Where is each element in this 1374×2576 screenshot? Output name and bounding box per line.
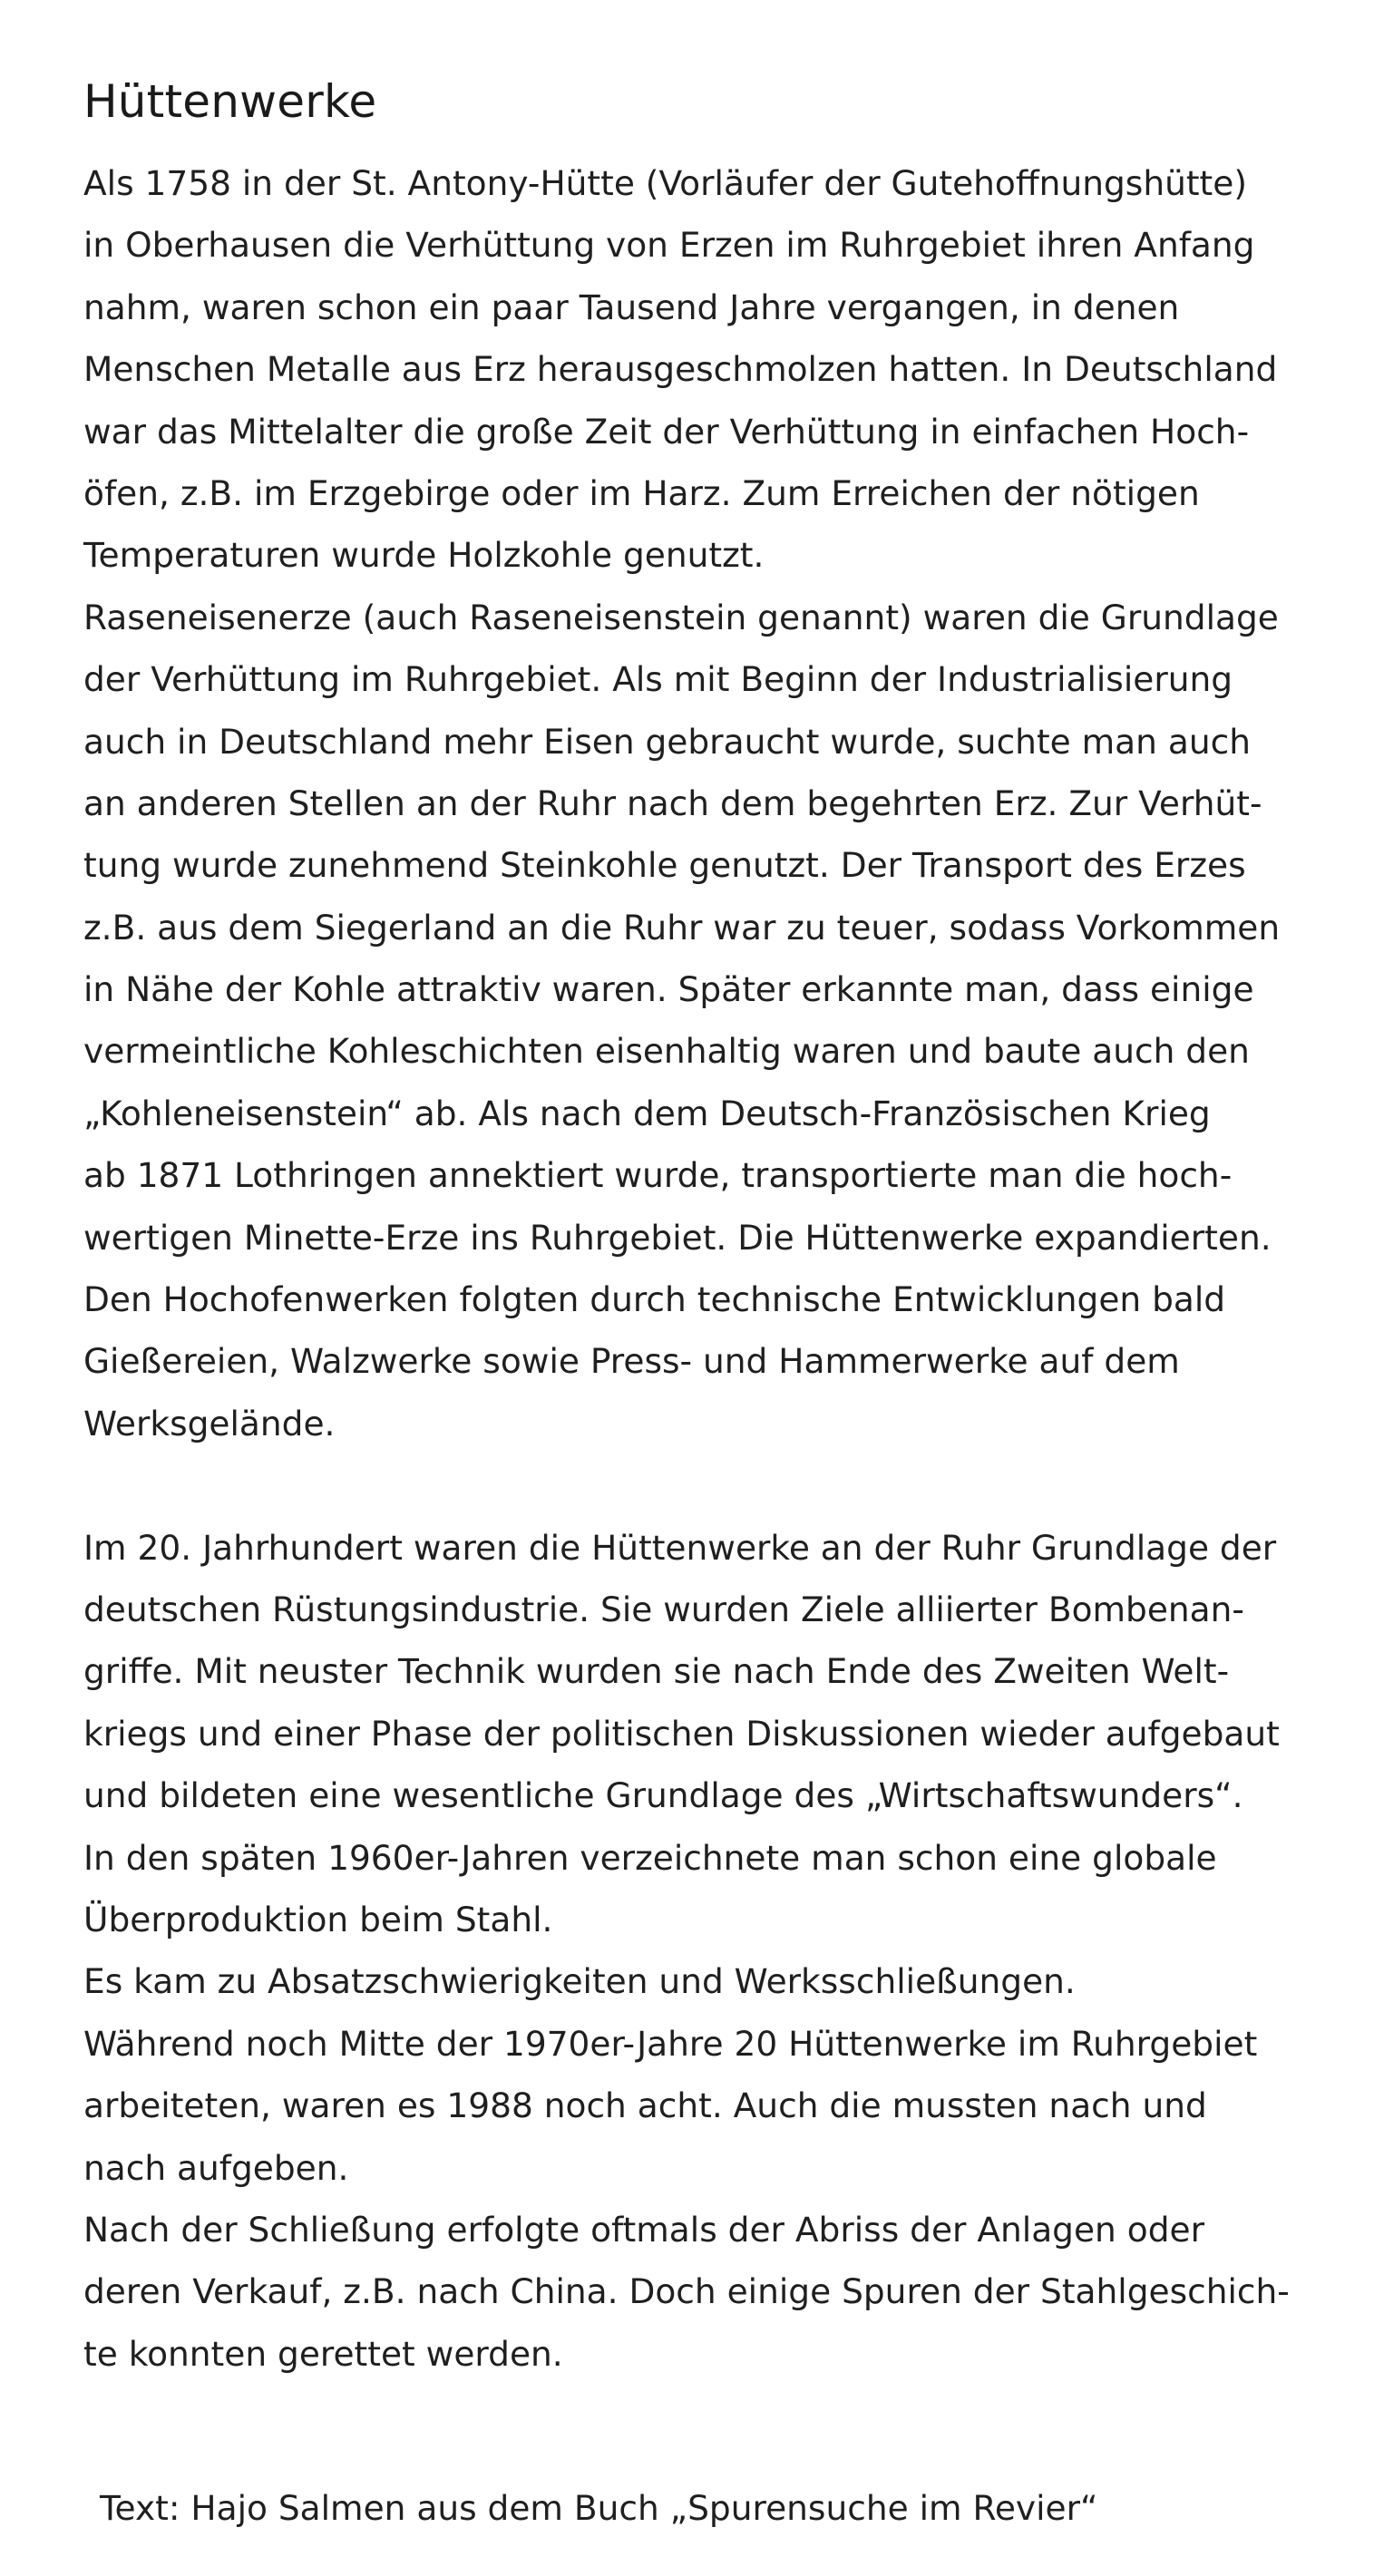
text-line: Als 1758 in der St. Antony-Hütte (Vorläufer der Gutehoffnungshütte): [83, 163, 1247, 203]
text-line: tung wurde zunehmend Steinkohle genutzt. Der Transport des Erzes: [83, 845, 1246, 886]
text-line: Raseneisenerze (auch Raseneisenstein genannt) waren die Grundlage: [83, 597, 1279, 637]
text-line: Während noch Mitte der 1970er-Jahre 20 Hüttenwerke im Ruhrgebiet: [83, 2023, 1258, 2064]
text-line: nahm, waren schon ein paar Tausend Jahre vergangen, in denen: [83, 287, 1180, 327]
text-line: griffe. Mit neuster Technik wurden sie nach Ende des Zweiten Welt-: [83, 1651, 1230, 1692]
text-line: der Verhüttung im Ruhrgebiet. Als mit Beginn der Industrialisierung: [83, 659, 1233, 700]
text-line: Gießereien, Walzwerke sowie Press- und Hammerwerke auf dem: [83, 1341, 1180, 1382]
text-line: Im 20. Jahrhundert waren die Hüttenwerke an der Ruhr Grundlage der: [83, 1527, 1277, 1568]
text-line: in Oberhausen die Verhüttung von Erzen im Ruhrgebiet ihren Anfang: [83, 225, 1255, 266]
page-title: Hüttenwerke: [83, 75, 377, 128]
text-line: an anderen Stellen an der Ruhr nach dem begehrten Erz. Zur Verhüt-: [83, 783, 1262, 823]
text-line: Menschen Metalle aus Erz herausgeschmolzen hatten. In Deutschland: [83, 349, 1278, 390]
text-line: und bildeten eine wesentliche Grundlage des „Wirtschaftswunders“.: [83, 1775, 1243, 1816]
text-line: in Nähe der Kohle attraktiv waren. Später erkannte man, dass einige: [83, 969, 1254, 1010]
text-line: öfen, z.B. im Erzgebirge oder im Harz. Zum Erreichen der nötigen: [83, 472, 1200, 513]
text-line: „Kohleneisenstein“ ab. Als nach dem Deutsch-Französischen Krieg: [83, 1093, 1211, 1133]
source-credit: Text: Hajo Salmen aus dem Buch „Spurensuche im Revier“: [100, 2488, 1098, 2528]
paragraph-1: [83, 152, 1353, 587]
text-line: wertigen Minette-Erze ins Ruhrgebiet. Die Hüttenwerke expandierten.: [83, 1217, 1272, 1258]
paragraph-4: [83, 1950, 1353, 2012]
text-line: z.B. aus dem Siegerland an die Ruhr war zu teuer, sodass Vorkommen: [83, 907, 1281, 948]
text-line: auch in Deutschland mehr Eisen gebraucht wurde, suchte man auch: [83, 721, 1251, 762]
paragraph-3: [83, 1517, 1353, 1951]
text-line: arbeiteten, waren es 1988 noch acht. Auch die mussten nach und: [83, 2085, 1207, 2126]
text-line: Es kam zu Absatzschwierigkeiten und Werksschließungen.: [83, 1961, 1076, 2002]
text-line: war das Mittelalter die große Zeit der Verhüttung in einfachen Hoch-: [83, 411, 1250, 452]
text-line: In den späten 1960er-Jahren verzeichnete man schon eine globale: [83, 1837, 1217, 1878]
text-line: Temperaturen wurde Holzkohle genutzt.: [83, 535, 765, 576]
article-body: [83, 152, 1353, 2385]
text-line: Werksgelände.: [83, 1403, 336, 1444]
text-line: Überproduktion beim Stahl.: [83, 1899, 553, 1939]
paragraph-6: [83, 2199, 1353, 2385]
text-line: Nach der Schließung erfolgte oftmals der Abriss der Anlagen oder: [83, 2209, 1204, 2250]
text-line: deren Verkauf, z.B. nach China. Doch einige Spuren der Stahlgeschich-: [83, 2271, 1290, 2312]
text-line: ab 1871 Lothringen annektiert wurde, transportierte man die hoch-: [83, 1155, 1233, 1196]
paragraph-2: [83, 587, 1353, 1454]
text-line: kriegs und einer Phase der politischen Diskussionen wieder aufgebaut: [83, 1713, 1280, 1754]
paragraph-5: [83, 2013, 1353, 2199]
text-line: deutschen Rüstungsindustrie. Sie wurden Ziele alliierter Bombenan-: [83, 1589, 1244, 1629]
text-line: vermeintliche Kohleschichten eisenhaltig waren und baute auch den: [83, 1031, 1250, 1072]
paragraph-spacer: [83, 1454, 1353, 1516]
text-line: te konnten gerettet werden.: [83, 2333, 563, 2374]
text-line: Den Hochofenwerken folgten durch technische Entwicklungen bald: [83, 1279, 1226, 1320]
text-line: nach aufgeben.: [83, 2147, 349, 2188]
